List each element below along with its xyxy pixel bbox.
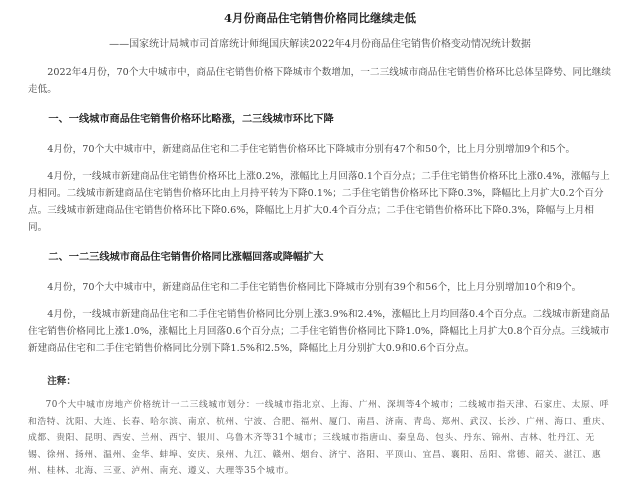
section-1-heading: 一、一线城市商品住宅销售价格环比略涨，二三线城市环比下降 (48, 113, 334, 125)
section-1-paragraph-2: 4月份，一线城市新建商品住宅销售价格环比上涨0.2%，涨幅比上月回落0.1个百分点；二手住宅销售价格环比上涨0.4%，涨幅与上月相同。二线城市新建商品住宅销售价格环比由上月持平转为下降0.1%；二手住宅销售价格环比下降0.3%，降幅比上月扩大0.2个百分点。三线城市新建商品住宅销售价格环比下降0.6%，降幅比上月扩大0.4个百分点；二手住宅销售价格环比下降0.3%，降幅与上月相同。 (28, 171, 610, 233)
article-title: 4月份商品住宅销售价格同比继续走低 (224, 11, 416, 25)
note-label: 注释： (47, 376, 76, 387)
section-2-paragraph-1: 4月份，70个大中城市中，新建商品住宅和二手住宅销售价格同比下降城市分别有39个和56个，比上月分别增加10个和9个。 (47, 282, 582, 293)
intro-paragraph: 2022年4月份，70个大中城市中，商品住宅销售价格下降城市个数增加，一二三线城市商品住宅销售价格环比总体呈降势、同比继续走低。 (28, 67, 612, 95)
section-2-paragraph-2: 4月份，一线城市新建商品住宅和二手住宅销售价格同比分别上涨3.9%和2.4%，涨幅比上月均回落0.4个百分点。二线城市新建商品住宅销售价格同比上涨1.0%，涨幅比上月回落0.6个百分点；二手住宅销售价格同比下降1.0%，降幅比上月扩大0.8个百分点。三线城市新建商品住宅和二手住宅销售价格同比分别下降1.5%和2.5%，降幅比上月分别扩大0.9和0.6个百分点。 (28, 309, 610, 354)
note-paragraph: 70个大中城市房地产价格统计一二三线城市划分：一线城市指北京、上海、广州、深圳等4个城市；二线城市指天津、石家庄、太原、呼和浩特、沈阳、大连、长春、哈尔滨、南京、杭州、宁波、合肥、福州、厦门、南昌、济南、青岛、郑州、武汉、长沙、广州、海口、重庆、成都、贵阳、昆明、西安、兰州、西宁、银川、乌鲁木齐等31个城市；三线城市指唐山、秦皇岛、包头、丹东、锦州、吉林、牡丹江、无锡、徐州、扬州、温州、金华、蚌埠、安庆、泉州、九江、赣州、烟台、济宁、洛阳、平顶山、宜昌、襄阳、岳阳、常德、韶关、湛江、惠州、桂林、北海、三亚、泸州、南充、遵义、大理等35个城市。 (28, 400, 611, 476)
section-2-heading: 二、一二三线城市商品住宅销售价格同比涨幅回落或降幅扩大 (48, 251, 324, 263)
article-subtitle: ——国家统计局城市司首席统计师绳国庆解读2022年4月份商品住宅销售价格变动情况统计数据 (109, 39, 531, 50)
section-1-paragraph-1: 4月份，70个大中城市中，新建商品住宅和二手住宅销售价格环比下降城市分别有47个和50个，比上月分别增加9个和5个。 (47, 144, 576, 155)
